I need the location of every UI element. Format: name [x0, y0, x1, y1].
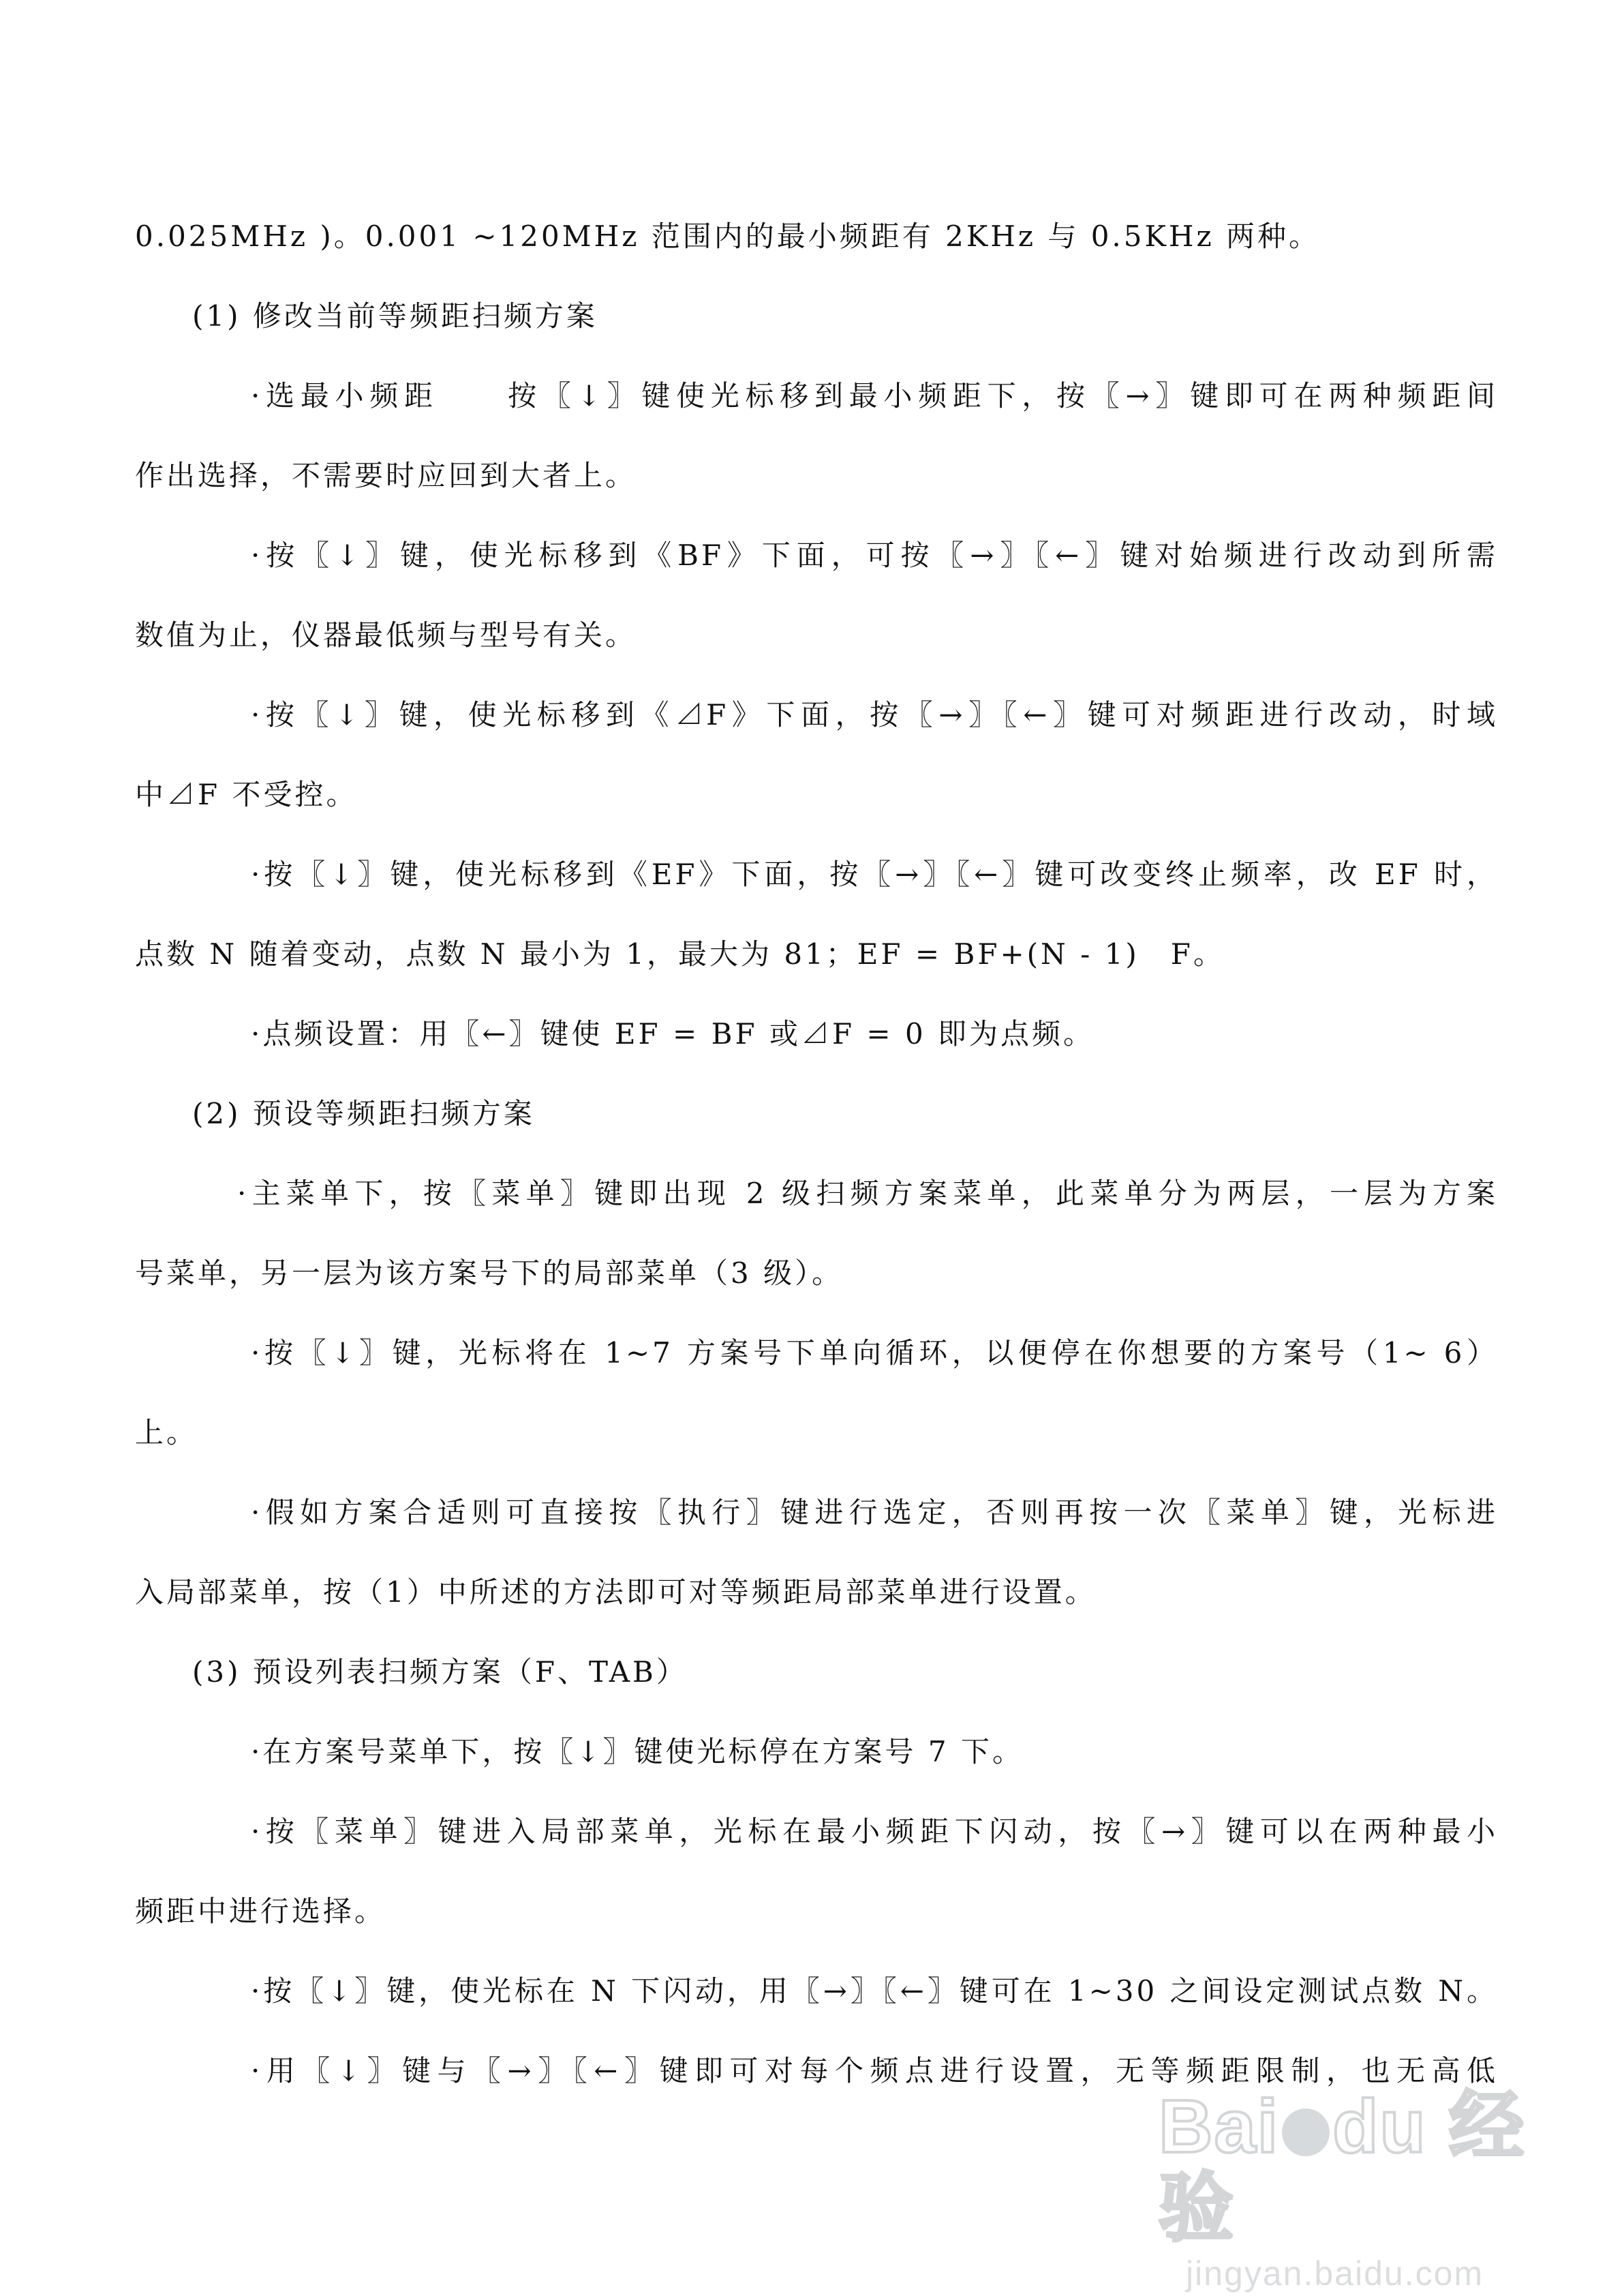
text-line: 数值为止，仪器最低频与型号有关。: [135, 618, 637, 652]
logo-text-left: Bai: [1159, 2085, 1280, 2169]
text-line: ·选最小频距 按〖↓〗键使光标移到最小频距下，按〖→〗键即可在两种频距间: [251, 379, 1498, 412]
text-line: 频距中进行选择。: [135, 1894, 386, 1928]
section-heading: (3) 预设列表扫频方案（F、TAB）: [192, 1655, 688, 1689]
text-line: ·点频设置：用〖←〗键使 EF = BF 或⊿F = 0 即为点频。: [251, 1017, 1095, 1051]
section-heading: (2) 预设等频距扫频方案: [192, 1097, 535, 1130]
text-line: 点数 N 随着变动，点数 N 最小为 1，最大为 81；EF = BF+(N - 1) F。: [135, 937, 1225, 971]
watermark-url: jingyan.baidu.com: [1186, 2254, 1484, 2293]
text-line: 0.025MHz )。0.001 ~120MHz 范围内的最小频距有 2KHz 与 0.5KHz 两种。: [135, 220, 1320, 253]
baidu-logo: [1159, 2086, 1540, 2250]
baidu-jingyan-watermark: [1159, 2085, 1540, 2293]
text-line: ·假如方案合适则可直接按〖执行〗键进行选定，否则再按一次〖菜单〗键，光标进: [251, 1496, 1498, 1529]
text-line: ·按〖↓〗键，使光标移到《EF》下面，按〖→〗〖←〗键可改变终止频率，改 EF 时，: [251, 858, 1498, 891]
section-heading: (1) 修改当前等频距扫频方案: [192, 299, 598, 333]
text-line: ·按〖↓〗键，光标将在 1~7 方案号下单向循环，以便停在你想要的方案号（1~ 6）: [251, 1336, 1498, 1370]
text-line: ·用〖↓〗键与〖→〗〖←〗键即可对每个频点进行设置，无等频距限制，也无高低: [251, 2054, 1498, 2087]
text-line: ·按〖↓〗键，使光标移到《⊿F》下面，按〖→〗〖←〗键可对频距进行改动，时域: [251, 698, 1498, 731]
text-line: 中⊿F 不受控。: [135, 778, 358, 811]
paw-icon: [1282, 2109, 1330, 2156]
document-page: [135, 213, 1498, 2127]
text-line: 号菜单，另一层为该方案号下的局部菜单（3 级）。: [135, 1256, 844, 1290]
text-line: ·按〖菜单〗键进入局部菜单，光标在最小频距下闪动，按〖→〗键可以在两种最小: [251, 1815, 1498, 1848]
text-line: 入局部菜单，按（1）中所述的方法即可对等频距局部菜单进行设置。: [135, 1575, 1097, 1609]
logo-text-right: du 经验: [1159, 2085, 1526, 2250]
text-line: 上。: [135, 1416, 198, 1449]
text-line: ·主菜单下，按〖菜单〗键即出现 2 级扫频方案菜单，此菜单分为两层，一层为方案: [237, 1177, 1498, 1210]
text-line: 作出选择，不需要时应回到大者上。: [135, 459, 637, 492]
text-line: ·按〖↓〗键，使光标在 N 下闪动，用〖→〗〖←〗键可在 1~30 之间设定测试点数 N。: [251, 1974, 1498, 2008]
text-line: ·按〖↓〗键，使光标移到《BF》下面，可按〖→〗〖←〗键对始频进行改动到所需: [251, 539, 1498, 572]
text-line: ·在方案号菜单下，按〖↓〗键使光标停在方案号 7 下。: [251, 1735, 1024, 1768]
